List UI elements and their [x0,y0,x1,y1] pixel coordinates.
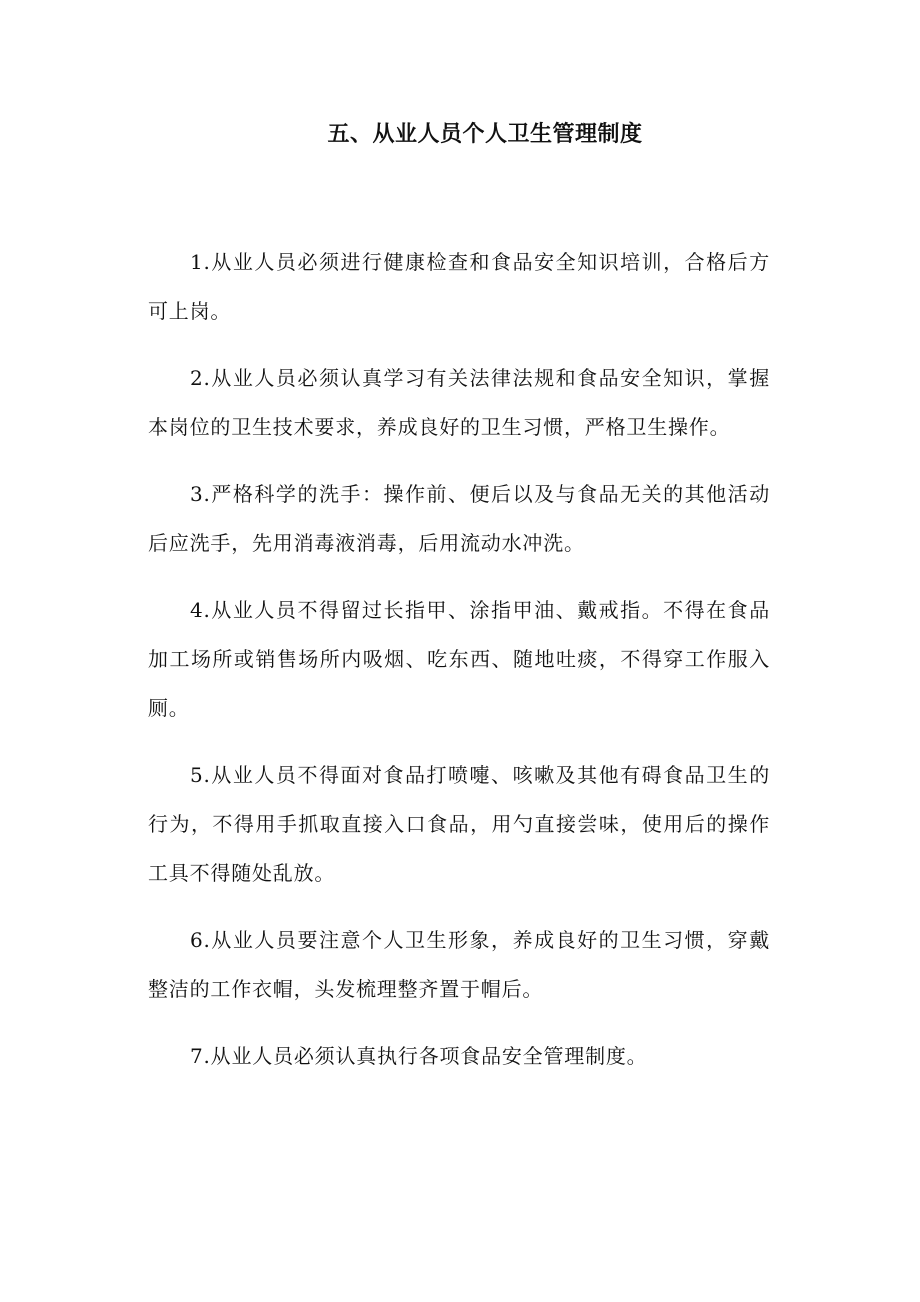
paragraph-7: 7.从业人员必须认真执行各项食品安全管理制度。 [190,1044,648,1068]
document-body [148,238,770,1099]
paragraph-1: 1.从业人员必须进行健康检查和食品安全知识培训，合格后方可上岗。 [148,250,770,323]
paragraph-6: 6.从业人员要注意个人卫生形象，养成良好的卫生习惯，穿戴整洁的工作衣帽，头发梳理整齐置于帽后。 [148,928,770,1001]
paragraph-2: 2.从业人员必须认真学习有关法律法规和食品安全知识，掌握本岗位的卫生技术要求，养成良好的卫生习惯，严格卫生操作。 [148,366,770,439]
paragraph-4: 4.从业人员不得留过长指甲、涂指甲油、戴戒指。不得在食品加工场所或销售场所内吸烟、吃东西、随地吐痰，不得穿工作服入厕。 [148,598,770,720]
paragraph-5: 5.从业人员不得面对食品打喷嚏、咳嗽及其他有碍食品卫生的行为，不得用手抓取直接入口食品，用勺直接尝味，使用后的操作工具不得随处乱放。 [148,763,770,885]
document-title: 五、从业人员个人卫生管理制度 [327,122,643,147]
paragraph-3: 3.严格科学的洗手：操作前、便后以及与食品无关的其他活动后应洗手，先用消毒液消毒，后用流动水冲洗。 [148,482,770,555]
